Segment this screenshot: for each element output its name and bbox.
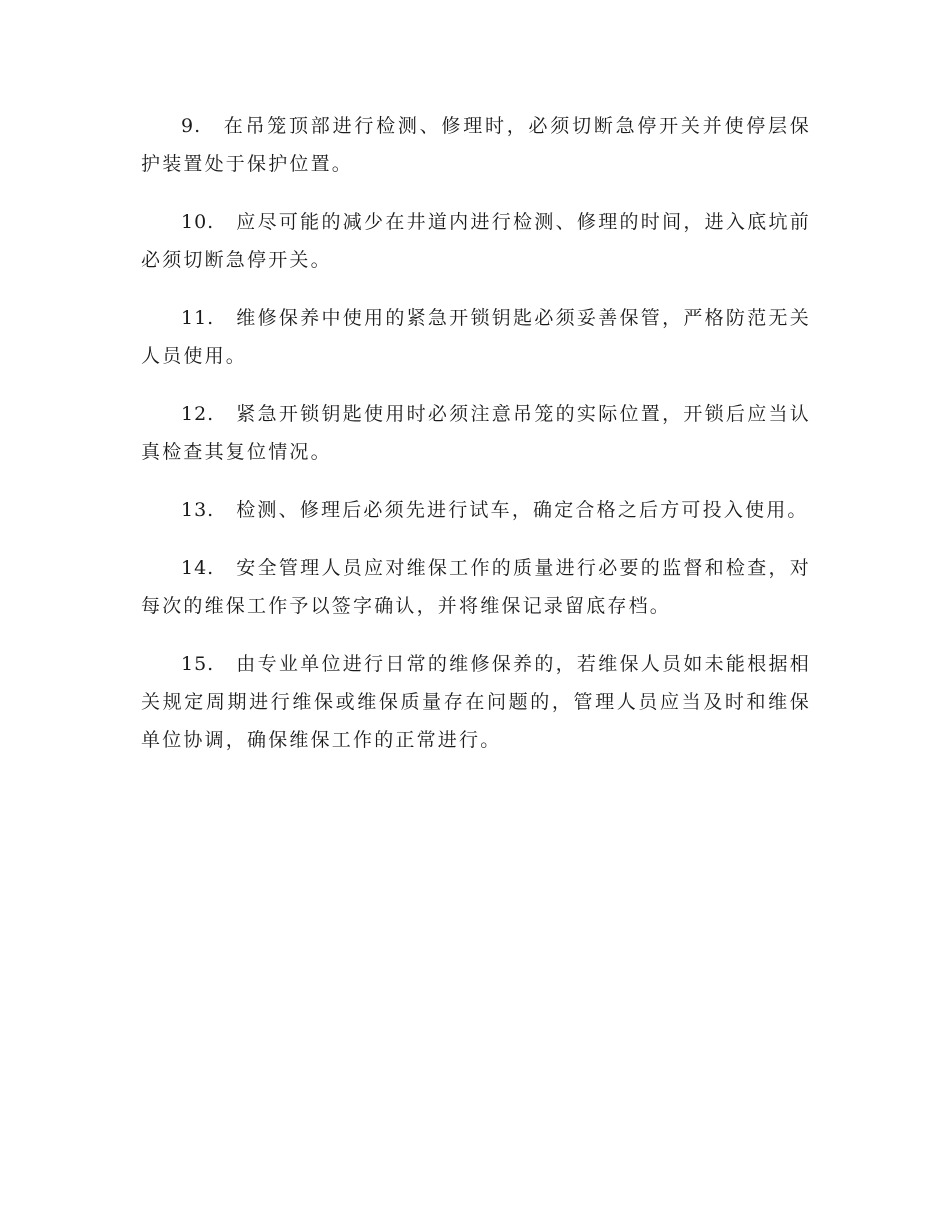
item-number: 12. [181, 403, 215, 425]
item-text: 在吊笼顶部进行检测、修理时，必须切断急停开关并使停层保护装置处于保护位置。 [141, 115, 811, 175]
list-item-15 [141, 645, 811, 759]
list-item-10 [141, 203, 811, 279]
item-number: 10. [181, 211, 215, 233]
item-number: 13. [181, 499, 215, 521]
list-item-12 [141, 395, 811, 471]
item-number: 11. [181, 307, 215, 329]
item-number: 15. [181, 653, 215, 675]
list-item-11 [141, 299, 811, 375]
item-text: 安全管理人员应对维保工作的质量进行必要的监督和检查，对每次的维保工作予以签字确认，并将维保记录留底存档。 [141, 557, 811, 617]
list-item-9 [141, 107, 811, 183]
document-body [141, 107, 811, 779]
item-text: 维修保养中使用的紧急开锁钥匙必须妥善保管，严格防范无关人员使用。 [141, 307, 811, 367]
item-text: 应尽可能的减少在井道内进行检测、修理的时间，进入底坑前必须切断急停开关。 [141, 211, 811, 271]
item-number: 9. [181, 115, 202, 137]
list-item-14 [141, 549, 811, 625]
item-number: 14. [181, 557, 215, 579]
item-text: 检测、修理后必须先进行试车，确定合格之后方可投入使用。 [236, 499, 809, 521]
list-item-13 [141, 491, 811, 529]
item-text: 紧急开锁钥匙使用时必须注意吊笼的实际位置，开锁后应当认真检查其复位情况。 [141, 403, 811, 463]
item-text: 由专业单位进行日常的维修保养的，若维保人员如未能根据相关规定周期进行维保或维保质量存在问题的，管理人员应当及时和维保单位协调，确保维保工作的正常进行。 [141, 653, 811, 751]
